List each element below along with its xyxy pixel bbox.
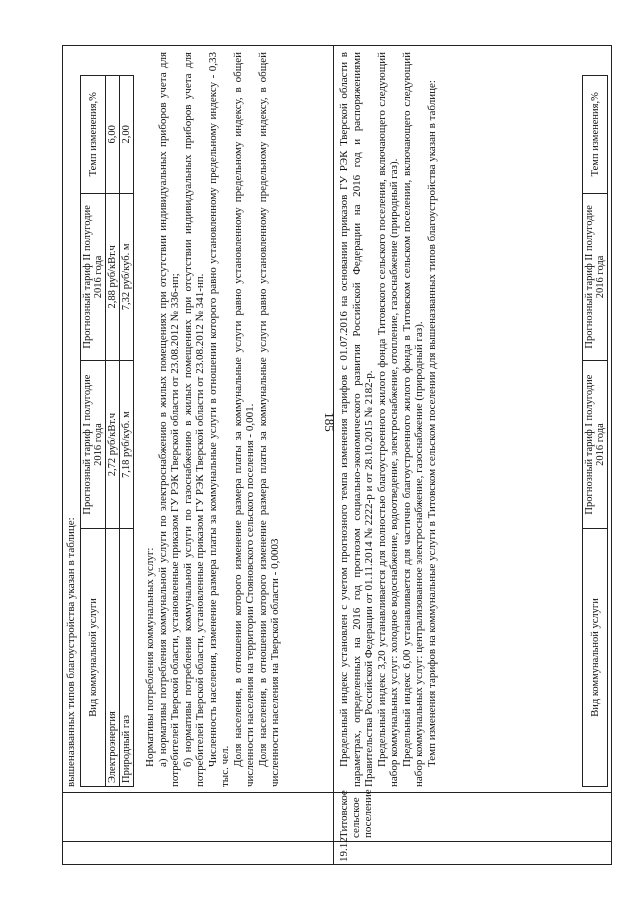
prev-cell: 6,00	[106, 76, 120, 194]
frame-right-line	[62, 45, 612, 46]
prev-tariff-table	[80, 75, 134, 787]
current-paragraph: Предельный индекс 6,00 устанавливается для частично благоустроенного жилого фонда в Титовском сельском поселении, включающего следующий набор коммунальных услуг: централизованное электроснабжение, газоснабжение (природный газ).	[400, 52, 425, 787]
frame-top-line	[62, 45, 63, 865]
prev-th-rate: Темп изменения,%	[81, 76, 106, 194]
prev-cell: 7,32 руб/куб. м	[120, 193, 134, 361]
prev-paragraph: Доля населения, в отношении которого изменение размера платы за коммунальные услуги равно установленному предельному индексу, в общей численности населения на территории Стояновского сельского поселения - 0,001.	[231, 52, 256, 787]
current-paragraphs	[338, 52, 438, 787]
current-paragraph: Предельный индекс установлен с учетом прогнозного темпа изменения тарифов с 01.07.2016 на основании приказов ГУ РЭК Тверской области в параметрах, определенных на 2016 год прогнозом социально-экономического развития Российской Федерации на 2016 год и распоряжениями Правительства Российской Федерации от 01.11.2014 № 2222-р и от 28.10.2015 № 2182-р.	[338, 52, 375, 787]
prev-cell: 2,72 руб/кВт.ч	[106, 361, 120, 529]
prev-paragraph: а) нормативы потребления коммунальной услуги по электроснабжению в жилых помещениях при отсутствии индивидуальных приборов учета для потребителей Тверской области, установленные приказом ГУ РЭК Тверской области от 23.08.2012 № 336-нп;	[156, 52, 181, 787]
cur-th-tariff1: Прогнозный тариф I полугодие 2016 года	[583, 361, 608, 529]
prev-cell: 2,88 руб/кВт.ч	[106, 193, 120, 361]
prev-paragraph: б) нормативы потребления коммунальной услуги по газоснабжению в жилых помещениях при отсутствии индивидуальных приборов учета для потребителей Тверской области, установленные приказом ГУ РЭК Тверской области от 23.08.2012 № 341-нп.	[181, 52, 206, 787]
prev-cell: 2,00	[120, 76, 134, 194]
settlement-name: Титовское сельское поселение	[338, 789, 374, 838]
col-divider-1	[62, 841, 612, 842]
prev-cell: Электроэнергия	[106, 528, 120, 786]
current-tariff-table-header	[582, 75, 608, 787]
prev-cell: 7,18 руб/куб. м	[120, 361, 134, 529]
prev-paragraphs	[144, 52, 282, 787]
frame-bottom-line	[611, 45, 612, 865]
frame-left-line	[62, 864, 612, 865]
cur-th-service: Вид коммунальной услуги	[583, 528, 608, 786]
prev-th-tariff1: Прогнозный тариф I полугодие 2016 года	[81, 361, 106, 529]
prev-paragraph: Нормативы потребления коммунальных услуг:	[144, 547, 156, 767]
prev-th-tariff2: Прогнозный тариф II полугодие 2016 года	[81, 193, 106, 361]
page-number: 185	[322, 412, 337, 432]
cur-th-rate: Темп изменения,%	[583, 76, 608, 194]
col-divider-2	[62, 792, 612, 793]
prev-intro: вышеназванных типов благоустройства указан в таблице:	[65, 517, 77, 787]
current-paragraph: Предельный индекс 3,20 устанавливается для полностью благоустроенного жилого фонда Титовского сельского поселения, включающего следующий набор коммунальных услуг: холодное водоснабжение, водоотведение, электроснабжение, отопление, газоснабжение (природный газ).	[375, 52, 400, 787]
main-table-frame	[62, 45, 612, 865]
current-paragraph: Темп изменения тарифов на коммунальные услуги в Титовском сельском поселении для вышеназванных типов благоустройства указан в таблице:	[425, 80, 438, 767]
prev-cell: Природный газ	[120, 528, 134, 786]
prev-th-service: Вид коммунальной услуги	[81, 528, 106, 786]
prev-paragraph: Доля населения, в отношении которого изменение размера платы за коммунальные услуги равно установленному предельному индексу, в общей численности населения на Тверской области - 0,0003	[256, 52, 281, 787]
row-divider	[333, 45, 334, 865]
prev-paragraph: Численность населения, изменение размера платы за коммунальные услуги в отношении которого равно установленному предельному индексу - 0,33 тыс. чел.	[206, 52, 231, 787]
cur-th-tariff2: Прогнозный тариф II полугодие 2016 года	[583, 193, 608, 361]
row-number: 19.12	[338, 837, 350, 862]
